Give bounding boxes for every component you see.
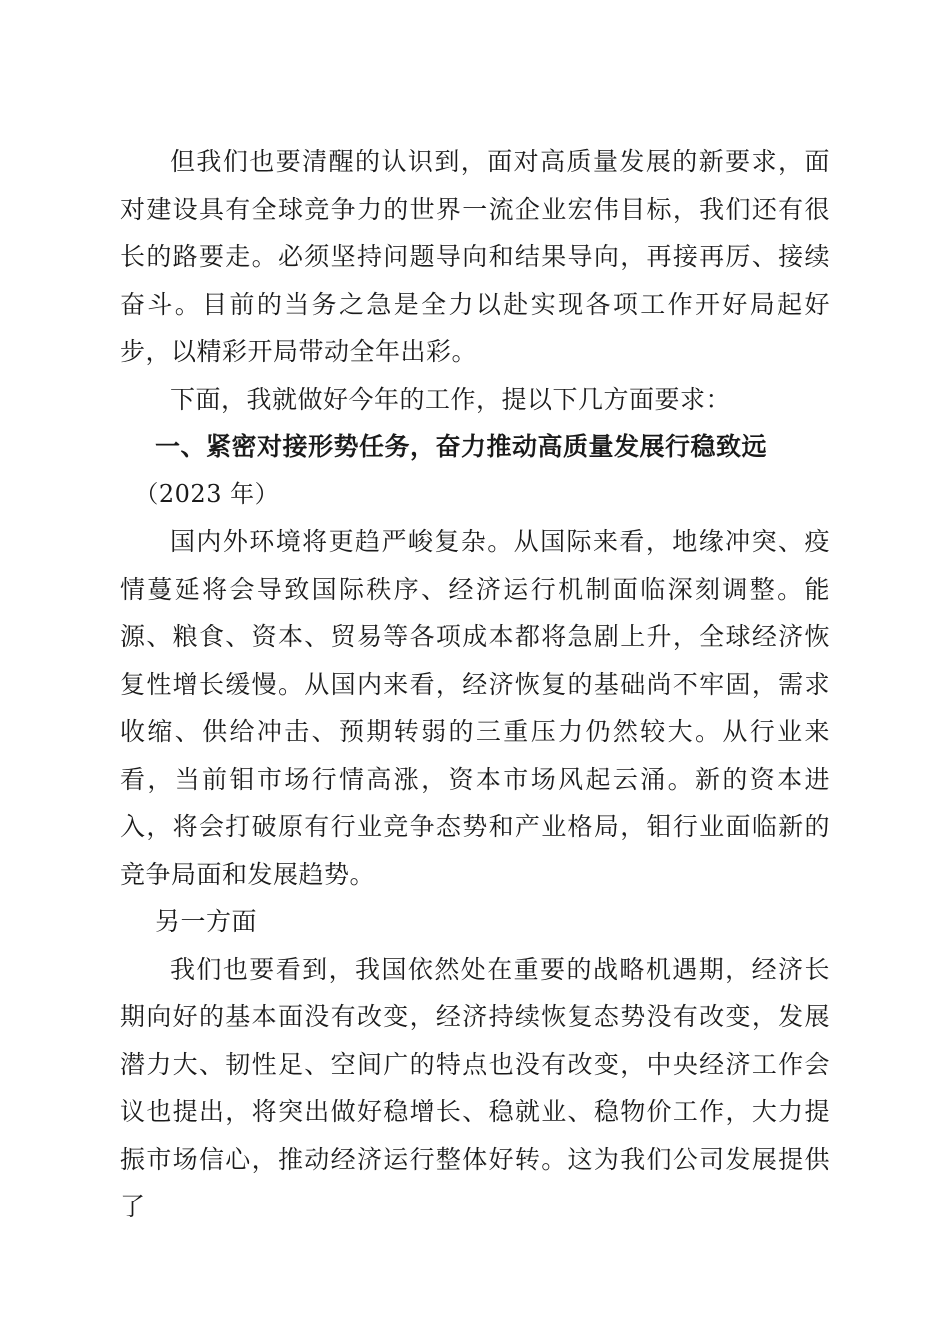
paragraph-challenges: 但我们也要清醒的认识到，面对高质量发展的新要求，面对建设具有全球竞争力的世界一流企业宏伟目标，我们还有很长的路要走。必须坚持问题导向和结果导向，再接再厉、接续奋斗。目前的当务之急是全力以赴实现各项工作开好局起好步，以精彩开局带动全年出彩。 <box>120 147 830 366</box>
paragraph-requirements-intro: 下面，我就做好今年的工作，提以下几方面要求： <box>170 384 732 414</box>
document-body <box>120 138 830 1231</box>
subheading-other-side: 另一方面 <box>155 907 258 936</box>
paragraph-opportunities: 我们也要看到，我国依然处在重要的战略机遇期，经济长期向好的基本面没有改变，经济持续恢复态势没有改变，发展潜力大、韧性足、空间广的特点也没有改变，中央经济工作会议也提出，将突出做好稳增长、稳就业、稳物价工作，大力提振市场信心，推动经济运行整体好转。这为我们公司发展提供了 <box>120 954 830 1221</box>
year-note: （2023 年） <box>134 479 280 508</box>
paragraph-environment: 国内外环境将更趋严峻复杂。从国际来看，地缘冲突、疫情蔓延将会导致国际秩序、经济运行机制面临深刻调整。能源、粮食、资本、贸易等各项成本都将急剧上升，全球经济恢复性增长缓慢。从国内来看，经济恢复的基础尚不牢固，需求收缩、供给冲击、预期转弱的三重压力仍然较大。从行业来看，当前钼市场行情高涨，资本市场风起云涌。新的资本进入，将会打破原有行业竞争态势和产业格局，钼行业面临新的竞争局面和发展趋势。 <box>120 527 830 889</box>
section-heading-1: 一、紧密对接形势任务，奋力推动高质量发展行稳致远 <box>155 432 768 461</box>
